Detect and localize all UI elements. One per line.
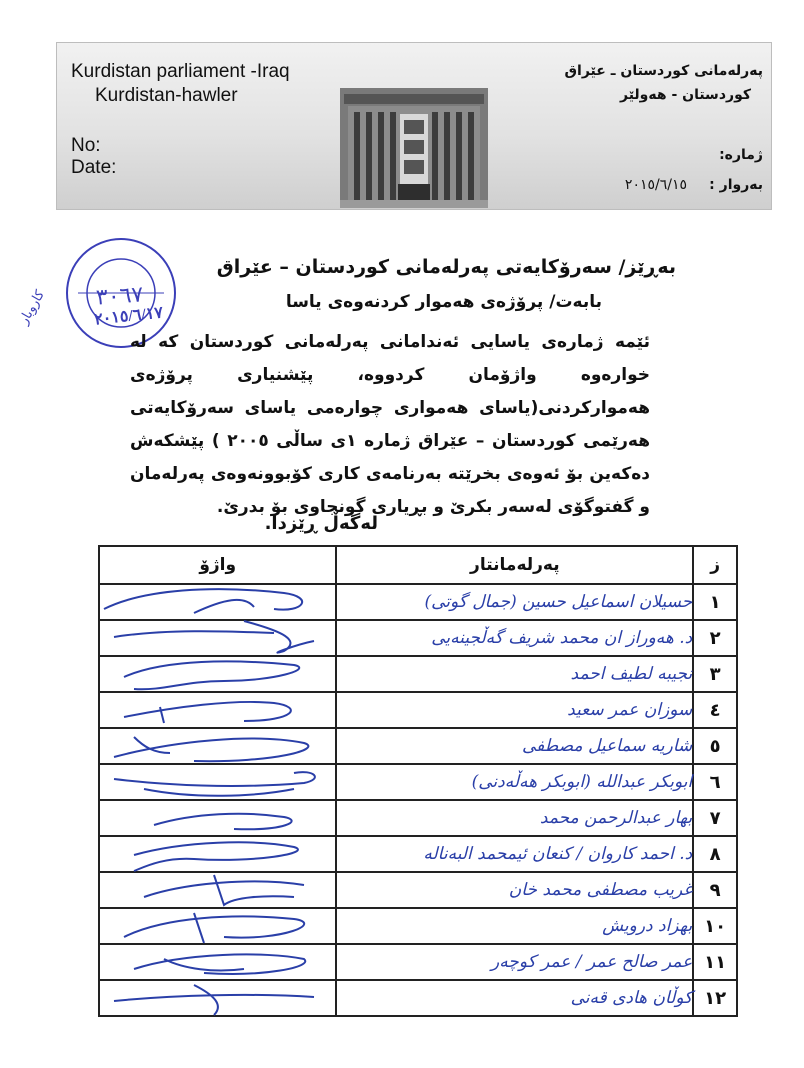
header-signature: واژۆ (99, 546, 336, 584)
letterhead-kurdish-name: پەرلەمانی كوردستان ـ عێراق (564, 63, 763, 79)
member-name: سوزان عمر سعید (336, 692, 693, 728)
row-number: ١٢ (693, 980, 737, 1016)
member-name: غریب مصطفی محمد خان (336, 872, 693, 908)
letterhead-date-value: ٢٠١٥/٦/١٥ (624, 177, 687, 193)
member-name: عمر صالح عمر / عمر كوچەر (336, 944, 693, 980)
row-number: ٢ (693, 620, 737, 656)
signature-cell (99, 980, 336, 1016)
table-row (99, 980, 737, 1016)
member-name: د. احمد كاروان / كنعان ئیمحمد البەنالە (336, 836, 693, 872)
member-name: حسیلان اسماعیل حسین (جمال گوتی) (336, 584, 693, 620)
member-name: شاریە سماعیل مصطفی (336, 728, 693, 764)
row-number: ١٠ (693, 908, 737, 944)
row-number: ٦ (693, 764, 737, 800)
handwritten-signature (74, 975, 354, 1021)
letter-regards: لەگەڵ ڕێزدا. (264, 513, 378, 534)
row-number: ٤ (693, 692, 737, 728)
letter-body: ئێمە ژمارەی یاسایی ئەندامانی پەرلەمانی كوردستان كە لە خوارەوە واژۆمان كردووە، پێشنیاری پرۆژەی هەمواركردنی(یاسای هەمواری چوارەمی یاسای سەرۆكایەتی هەرێمی كوردستان – عێراق ژمارە ١ی ساڵی ٢٠٠٥ ) پێشكەش دەكەین بۆ ئەوەی بخرێتە بەرنامەی كاری كۆبوونەوەی پەرلەمان و گفتوگۆی لەسەر بكرێ و بڕیاری گونجاوی بۆ بدرێ. (130, 332, 650, 517)
member-name: د. هەوراز ان محمد شریف گەڵجینەیی (336, 620, 693, 656)
letterhead-english-city: Kurdistan-hawler (95, 85, 238, 106)
letterhead (56, 42, 772, 210)
header-number: ز (693, 546, 737, 584)
row-number: ٩ (693, 872, 737, 908)
stamp-side-note: كاروبار (16, 287, 48, 328)
page-bottom-edge (0, 1060, 804, 1068)
signature-table (98, 545, 738, 1017)
row-number: ٥ (693, 728, 737, 764)
row-number: ٨ (693, 836, 737, 872)
letter-subject: بابەت/ پرۆژەی هەموار كردنەوەی یاسا (285, 292, 602, 312)
member-name: بهار عبدالرحمن محمد (336, 800, 693, 836)
row-number: ١١ (693, 944, 737, 980)
row-number: ٧ (693, 800, 737, 836)
row-number: ١ (693, 584, 737, 620)
stamp-number: ٣٠٦٧ (95, 281, 145, 310)
letter-recipient: بەڕێز/ سەرۆكایەتی پەرلەمانی كوردستان – عێراق (216, 256, 676, 278)
member-name: ابوبكر عبدالله (ابوبكر هەڵەدنی) (336, 764, 693, 800)
letterhead-kurdish-city: كوردستان - هەولێر (620, 87, 751, 103)
row-number: ٣ (693, 656, 737, 692)
member-name: كوڵان هادی قەنی (336, 980, 693, 1016)
header-name: پەرلەمانتار (336, 546, 693, 584)
letterhead-date-label: Date: (71, 157, 117, 178)
letterhead-no-label: No: (71, 135, 101, 156)
letterhead-english-name: Kurdistan parliament -Iraq (71, 61, 290, 82)
member-name: بهزاد درویش (336, 908, 693, 944)
member-name: نجیبە لطیف احمد (336, 656, 693, 692)
stamp-date: ٢٠١٥/٦/١٧ (93, 304, 164, 329)
parliament-building-icon (340, 88, 488, 208)
letterhead-kurdish-date-label: بەروار : (709, 177, 763, 193)
letterhead-kurdish-no-label: ژمارە: (719, 147, 763, 163)
